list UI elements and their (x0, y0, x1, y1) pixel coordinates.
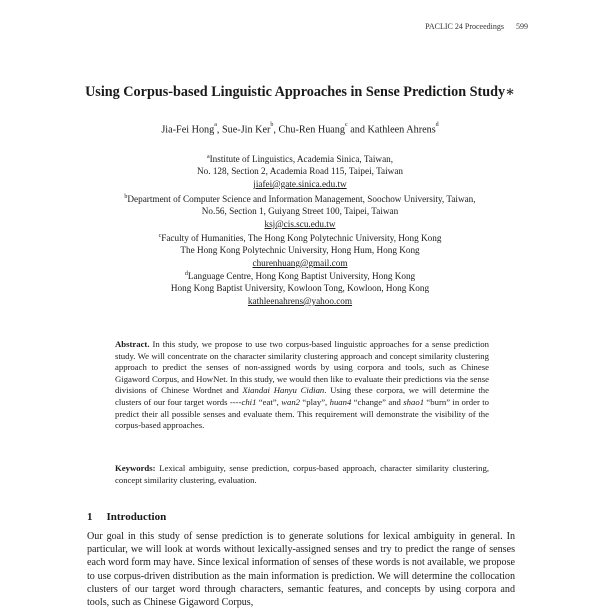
affiliation-line: Language Centre, Hong Kong Baptist University, Hong Kong (187, 271, 416, 282)
running-header (425, 22, 528, 31)
author-name: Chu-Ren Huang (278, 124, 345, 136)
affiliation-address: Hong Kong Baptist University, Kowloon Tong, Kowloon, Hong Kong (170, 283, 430, 294)
author-list (0, 124, 600, 135)
affiliation-mark: b (124, 194, 128, 200)
target-word: shao1 (403, 396, 425, 407)
email-link[interactable]: kathleenahrens@yahoo.com (247, 295, 353, 306)
affiliation-line: Department of Computer Science and Information Management, Soochow University, Taiwan, (127, 194, 476, 205)
affiliation-b (0, 191, 600, 230)
affiliation-mark: c (158, 233, 162, 239)
abstract-text: “change” and (351, 396, 404, 407)
proceedings-name: PACLIC 24 Proceedings (425, 22, 504, 31)
keywords-text: Lexical ambiguity, sense prediction, corpus-based approach, character similarity clustering, concept similarity clustering, evaluation. (115, 463, 489, 485)
page-number: 599 (516, 22, 528, 31)
email-link[interactable]: jiafei@gate.sinica.edu.tw (253, 178, 347, 189)
body-paragraph: Our goal in this study of sense prediction is to generate solutions for lexical ambiguity in general. In particular, we will look at words without lexically-assigned senses and try to predict the range of senses each word form may have. Since lexical information of senses of these words is not available, we propose to use corpus-driven distribution as the main information is prediction. We will determine the collocation clusters of our target word through characters, semantic features, and concepts by using corpora and tools, such as Chinese Gigaword Corpus, (87, 531, 516, 609)
author-separator: and (347, 124, 368, 136)
affiliation-a (0, 151, 600, 190)
abstract-label: Abstract. (115, 339, 150, 349)
abstract-text: In this study, we propose to use two corpus-based linguistic approaches for a sense prediction study. We will concentrate on the character similarity clustering approach and concept similarity clustering approach to predict the senses of non-assigned words by using corpora and tools, such as Chinese Gigaword Corpus, and HowNet. In this study, we would then like to evaluate their predictions via the sense divisions of Chinese Wordnet and (115, 339, 489, 396)
affiliation-address: No. 128, Section 2, Academia Road 115, Taipei, Taiwan (197, 166, 403, 177)
author-separator: , (216, 124, 223, 136)
author-separator: , (273, 124, 279, 136)
author-mark: a (214, 122, 217, 128)
keywords-label: Keywords: (115, 463, 156, 473)
author-mark: c (345, 122, 348, 128)
affiliation-line: Institute of Linguistics, Academia Sinica, Taiwan, (209, 154, 394, 165)
abstract-italic: Xiandai Hanyu Cidian (242, 385, 325, 396)
affiliation-d (0, 268, 600, 307)
abstract-text: “eat”, (256, 396, 282, 407)
affiliation-mark: a (206, 154, 210, 160)
email-link[interactable]: ksj@cis.scu.edu.tw (264, 218, 336, 229)
abstract-text: . Using these corpora, we will determine the clusters of our four target words ---- (115, 385, 489, 407)
target-word: chi1 (241, 396, 257, 407)
email-link[interactable]: churenhuang@gmail.com (252, 257, 348, 268)
affiliation-line: Faculty of Humanities, The Hong Kong Polytechnic University, Hong Kong (161, 233, 442, 244)
target-word: huan4 (329, 396, 352, 407)
abstract-text: “burn” in order to predict their all possible senses and evaluate them. This requirement will demonstrate the visibility of the corpus-based approaches. (115, 396, 489, 431)
affiliation-address: The Hong Kong Polytechnic University, Hong Hum, Hong Kong (180, 245, 420, 256)
keywords (115, 463, 489, 486)
author-mark: b (270, 122, 274, 128)
author-name: Sue-Jin Ker (222, 124, 271, 136)
affiliation-address: No.56, Section 1, Guiyang Street 100, Taipei, Taiwan (201, 206, 399, 217)
section-heading (87, 511, 166, 523)
author-name: Kathleen Ahrens (367, 124, 436, 136)
target-word: wan2 (281, 396, 301, 407)
paper-title: Using Corpus-based Linguistic Approaches in Sense Prediction Study∗ (85, 84, 515, 100)
author-name: Jia-Fei Hong (161, 124, 215, 136)
affiliation-c (0, 230, 600, 269)
section-number: 1 (87, 511, 93, 523)
section-title: Introduction (106, 511, 167, 523)
author-mark: d (435, 122, 439, 128)
abstract-text: “play”, (300, 396, 330, 407)
affiliation-mark: d (184, 271, 188, 277)
abstract (115, 339, 489, 432)
